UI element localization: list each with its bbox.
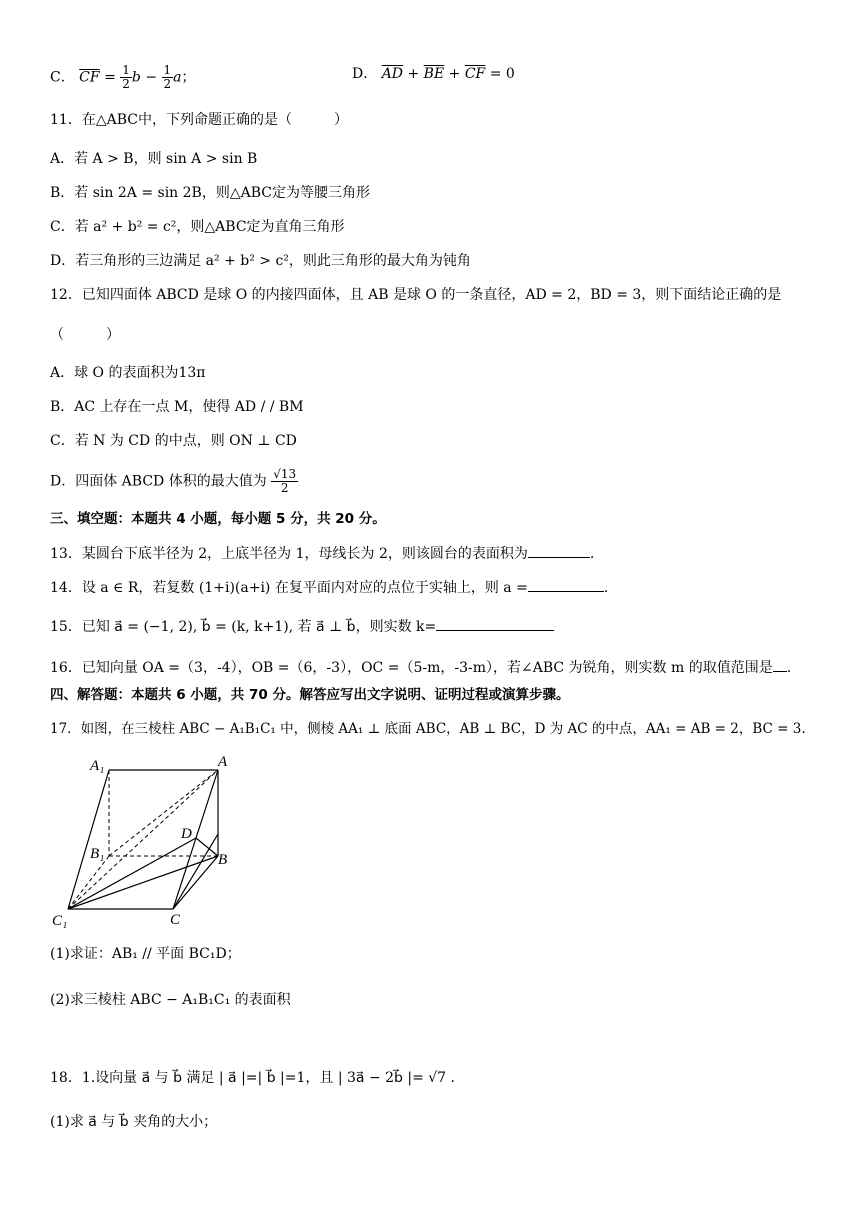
label-a: A — [218, 754, 228, 770]
label-c1: C₁ — [52, 913, 68, 929]
q11-option-b: B．若 sin 2A = sin 2B，则△ABC定为等腰三角形 — [50, 185, 370, 201]
q12-paren: （ ） — [50, 327, 120, 343]
q15: 15．已知 a⃗ = (−1, 2), b⃗ = (k, k+1), 若 a⃗ ⊥ b⃗，则实数 k= — [50, 616, 554, 637]
q12-option-c: C．若 N 为 CD 的中点，则 ON ⊥ CD — [50, 433, 297, 449]
q18-part-1: (1)求 a⃗ 与 b⃗ 夹角的大小； — [50, 1114, 218, 1130]
q11-option-c: C．若 a² + b² = c²，则△ABC定为直角三角形 — [50, 219, 345, 235]
fraction: $\frac{1}{2}$ — [122, 63, 130, 91]
q12-option-b: B．AC 上存在一点 M，使得 AD / / BM — [50, 399, 304, 415]
q12-stem: 12．已知四面体 ABCD 是球 O 的内接四面体，且 AB 是球 O 的一条直径，AD = 2，BD = 3，则下面结论正确的是 — [50, 287, 782, 303]
q12-option-d: D．四面体 ABCD 体积的最大值为 $\frac{√13}{2}$ — [50, 467, 297, 495]
label-b1: B₁ — [90, 846, 105, 862]
q10-option-c: C． $\overline{CF}$ = $\frac{1}{2}$ b − $\frac{1}{2}$ a； — [50, 63, 196, 91]
label-a1: A₁ — [90, 758, 105, 774]
label-d: D — [181, 826, 192, 842]
label-b: B — [218, 852, 228, 868]
section-3-heading: 三、填空题：本题共 4 小题，每小题 5 分，共 20 分。 — [50, 511, 386, 527]
answer-blank — [773, 657, 787, 672]
section-4-heading: 四、解答题：本题共 6 小题，共 70 分。解答应写出文字说明、证明过程或演算步骤。 — [50, 687, 570, 703]
answer-blank — [528, 577, 604, 592]
q17-part-2: (2)求三棱柱 ABC − A₁B₁C₁ 的表面积 — [50, 992, 291, 1008]
q13: 13．某圆台下底半径为 2，上底半径为 1，母线长为 2，则该圆台的表面积为 . — [50, 543, 594, 564]
q17-stem: 17．如图，在三棱柱 ABC − A₁B₁C₁ 中，侧棱 AA₁ ⊥ 底面 ABC，AB ⊥ BC，D 为 AC 的中点，AA₁ = AB = 2，BC = 3. — [50, 721, 806, 737]
q14: 14．设 a ∈ R，若复数 (1+i)(a+i) 在复平面内对应的点位于实轴上，则 a = . — [50, 577, 608, 598]
answer-blank — [436, 616, 554, 631]
answer-blank — [528, 543, 590, 558]
q17-part-1: (1)求证：AB₁ // 平面 BC₁D； — [50, 946, 241, 962]
label-c: C — [170, 912, 181, 928]
triangular-prism-figure — [48, 752, 238, 932]
q10-option-d: D． $\overline{AD} + \overline{BE} + \overline{CF} = 0$ — [352, 66, 515, 82]
q18-stem: 18．1.设向量 a⃗ 与 b⃗ 满足 | a⃗ |=| b⃗ |=1，且 | 3a⃗ − 2b⃗ |= √7 . — [50, 1070, 455, 1086]
fraction: $\frac{1}{2}$ — [163, 63, 172, 91]
q16: 16．已知向量 OA =（3，-4），OB =（6，-3），OC =（5-m，-3-m），若∠ABC 为锐角，则实数 m 的取值范围是 . — [50, 657, 791, 678]
q11-option-a: A．若 A > B，则 sin A > sin B — [50, 151, 258, 167]
fraction: $\frac{√13}{2}$ — [273, 467, 297, 495]
q11-stem: 11．在△ABC中，下列命题正确的是（ ） — [50, 112, 348, 128]
q11-option-d: D．若三角形的三边满足 a² + b² > c²，则此三角形的最大角为钝角 — [50, 253, 471, 269]
q12-option-a: A．球 O 的表面积为13π — [50, 365, 206, 381]
